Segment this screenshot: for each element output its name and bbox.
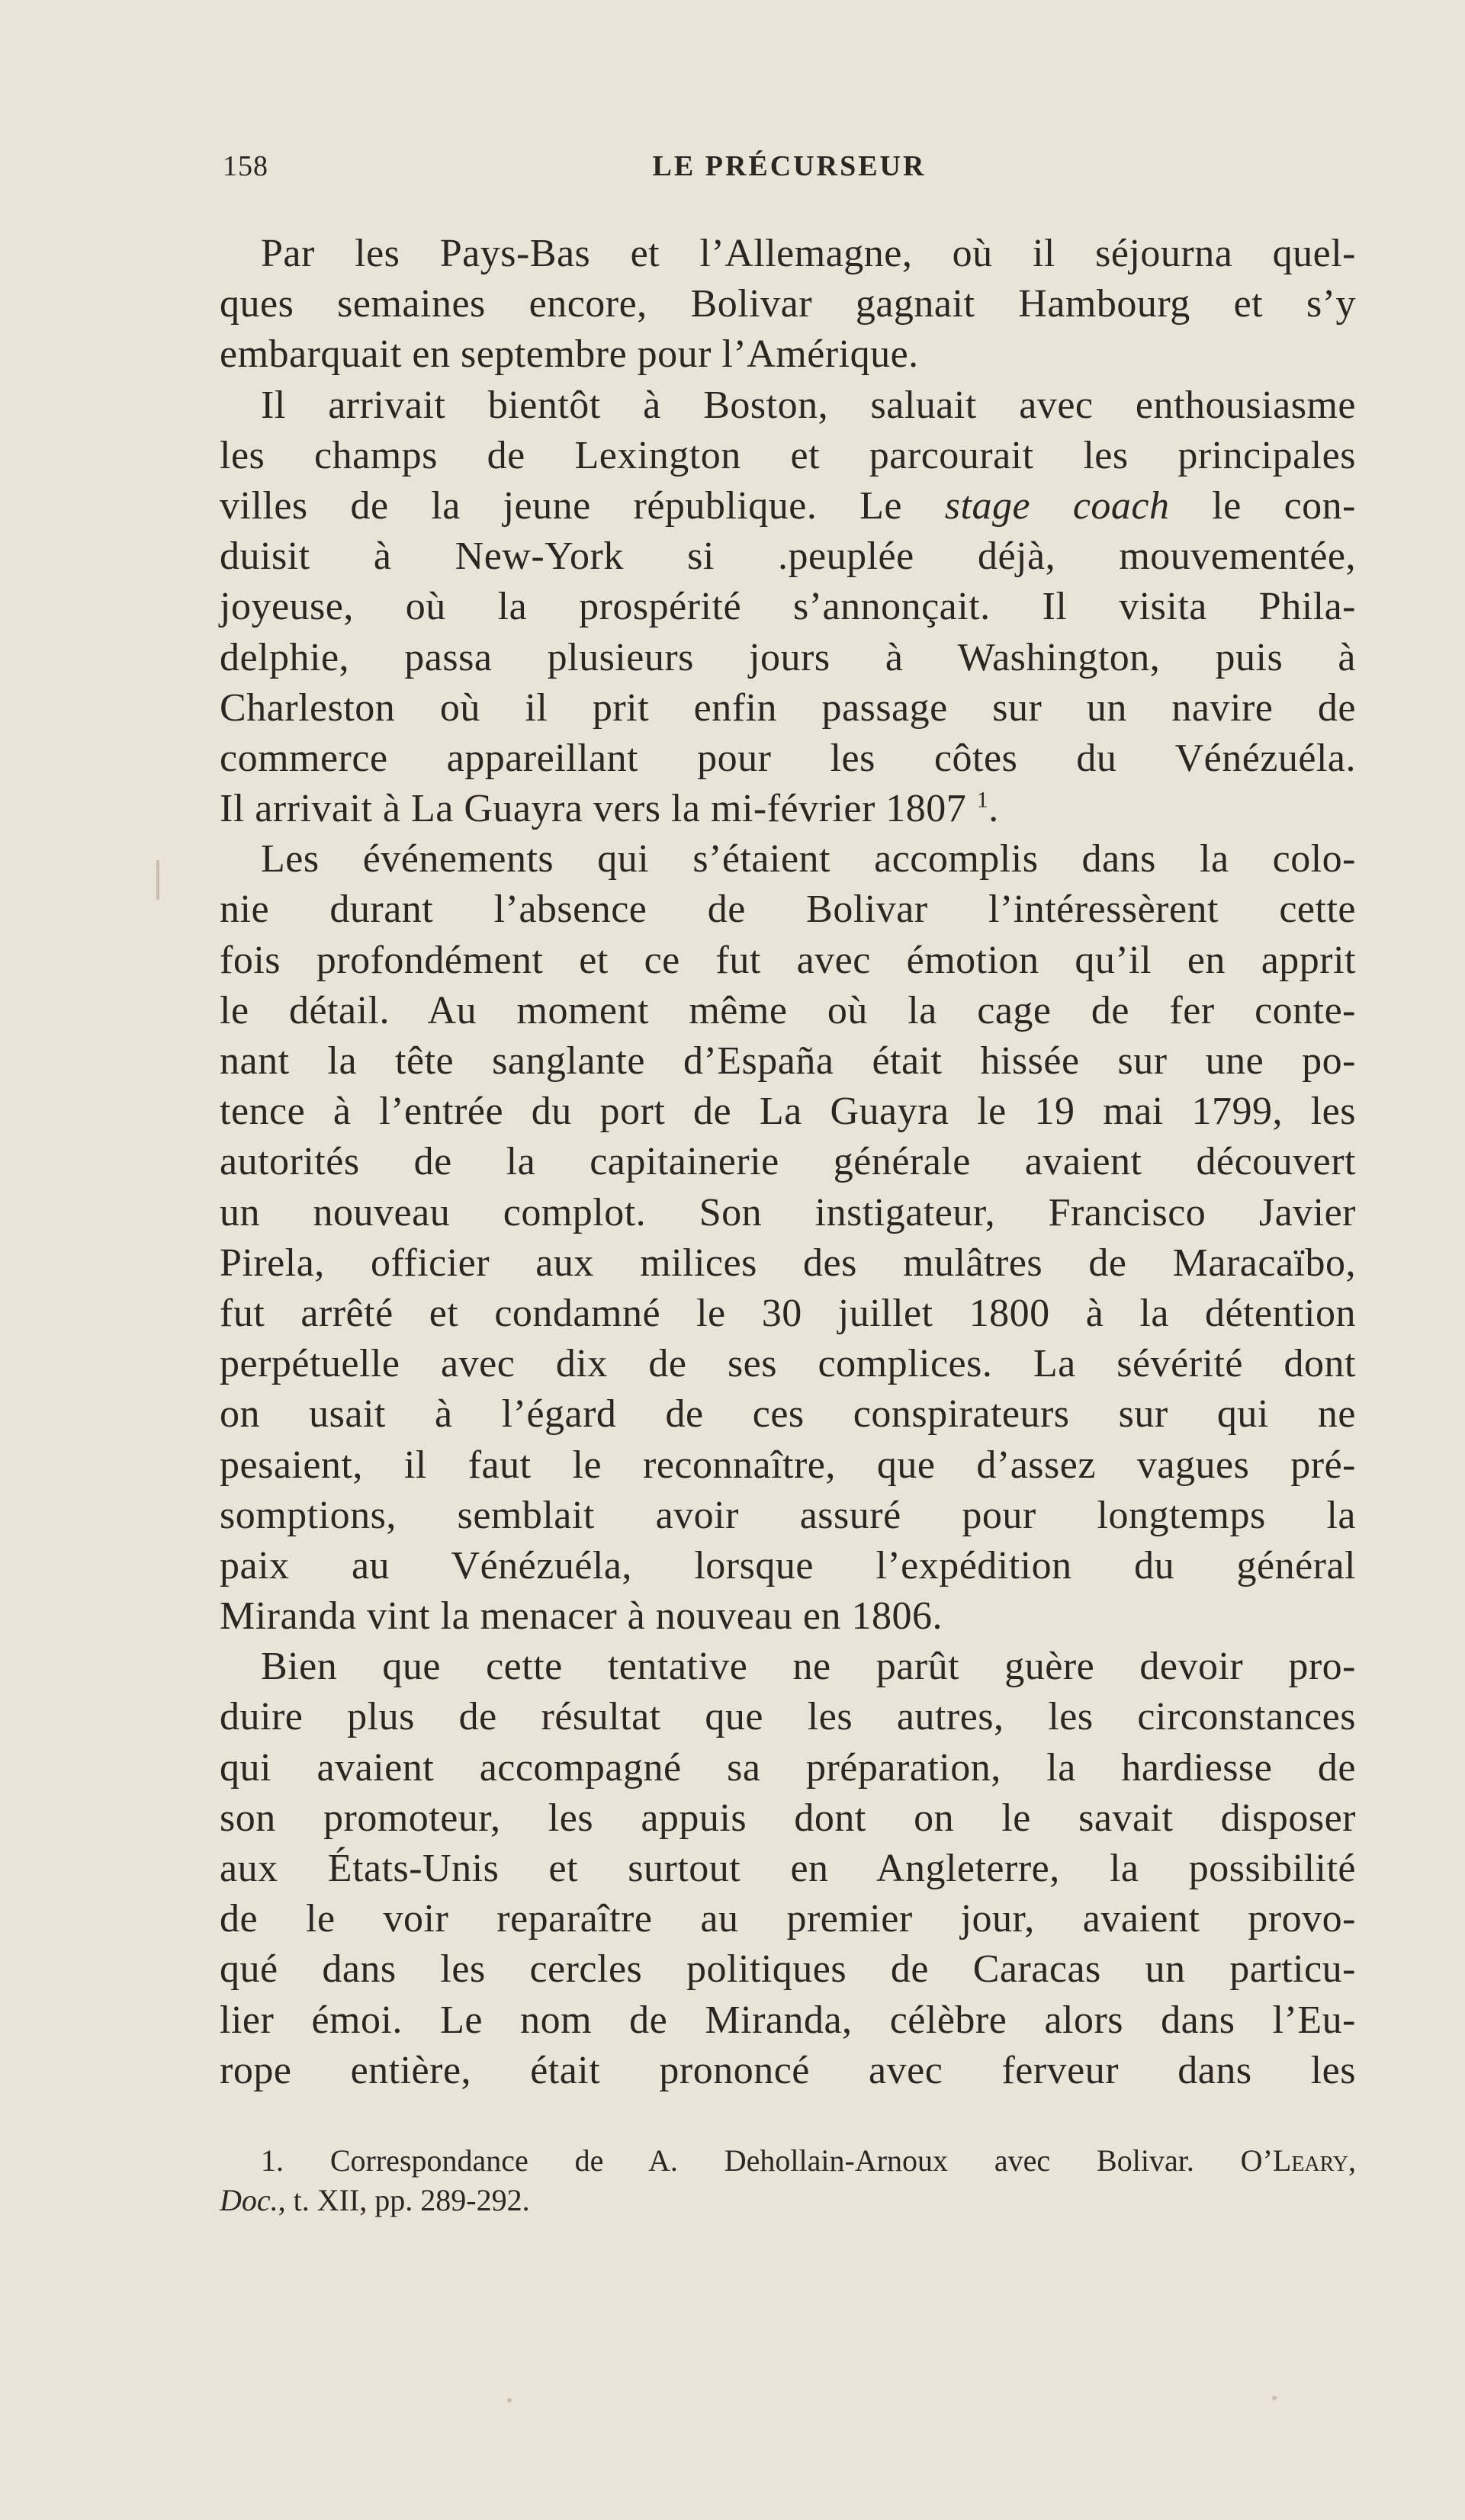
text-line [220,481,1356,531]
text-segment: . [988,787,999,831]
text-line: duire plus de résultat que les autres, les circonstances [220,1695,1356,1739]
footnotes [220,2141,1356,2220]
footnote-text: , [1348,2143,1356,2178]
text-line: on usait à l’égard de ces conspirateurs sur qui ne [220,1392,1356,1437]
text-line: somptions, semblait avoir assuré pour longtemps la [220,1493,1356,1537]
text-line: ques semaines encore, Bolivar gagnait Hambourg et s’y [220,282,1356,326]
running-title: LE PRÉCURSEUR [652,150,927,182]
footnote-author: Leary [1272,2143,1348,2178]
text-segment: le con- [1169,483,1356,528]
text-line [220,784,1356,834]
text-line: duisit à New-York si .peuplée déjà, mouvementée, [220,534,1356,579]
text-line: Il arrivait bientôt à Boston, saluait avec enthousiasme [261,383,1356,427]
text-line: Les événements qui s’étaient accomplis dans la colo- [261,837,1356,881]
text-line: les champs de Lexington et parcourait les principales [220,433,1356,477]
footnote-italic: Doc. [220,2183,278,2217]
text-segment: Il arrivait à La Guayra vers la mi-février 1807 [220,787,977,831]
text-line: paix au Vénézuéla, lorsque l’expédition du général [220,1543,1356,1587]
text-line: le détail. Au moment même où la cage de fer conte- [220,988,1356,1032]
paper-speck [1272,2396,1277,2400]
text-line: tence à l’entrée du port de La Guayra le 19 mai 1799, les [220,1090,1356,1134]
text-line: qui avaient accompagné sa préparation, la hardiesse de [220,1745,1356,1790]
text-line: delphie, passa plusieurs jours à Washington, puis à [220,635,1356,679]
running-head [223,149,1356,195]
text-line: de le voir reparaître au premier jour, avaient provo- [220,1897,1356,1941]
footnote-line [220,2141,1356,2181]
text-line: Charleston où il prit enfin passage sur un navire de [220,685,1356,730]
text-line: Miranda vint la menacer à nouveau en 1806. [220,1594,943,1639]
text-line: Pirela, officier aux milices des mulâtres de Maracaïbo, [220,1241,1356,1285]
text-line: fois profondément et ce fut avec émotion qu’il en apprit [220,938,1356,982]
text-line: nie durant l’absence de Bolivar l’intéressèrent cette [220,888,1356,932]
text-line: qué dans les cercles politiques de Caracas un particu- [220,1947,1356,1992]
text-line: aux États-Unis et surtout en Angleterre, la possibilité [220,1847,1356,1890]
text-line: son promoteur, les appuis dont on le savait disposer [220,1796,1356,1840]
page-number: 158 [223,150,268,182]
text-line: Par les Pays-Bas et l’Allemagne, où il séjourna quel- [261,232,1356,275]
body-text [220,229,1356,2096]
italic-term: stage coach [944,483,1170,528]
footnote-marker[interactable]: 1 [976,787,989,813]
text-line: nant la tête sanglante d’España était hissée sur une po- [220,1039,1356,1083]
text-line: joyeuse, où la prospérité s’annonçait. Il visita Phila- [220,585,1356,629]
paper-speck [156,860,159,900]
text-segment: villes de la jeune république. Le [220,483,945,528]
footnote-text: 1. Correspondance de A. Dehollain-Arnoux avec Bolivar. O’ [261,2143,1273,2178]
text-line: embarquait en septembre pour l’Amérique. [220,332,919,377]
paper-speck [507,2398,512,2403]
text-line: autorités de la capitainerie générale avaient découvert [220,1140,1356,1184]
text-line: lier émoi. Le nom de Miranda, célèbre alors dans l’Eu- [220,1998,1356,2042]
text-line: fut arrêté et condamné le 30 juillet 1800 à la détention [220,1291,1356,1335]
text-line: un nouveau complot. Son instigateur, Francisco Javier [220,1190,1356,1234]
text-line: rope entière, était prononcé avec ferveur dans les [220,2048,1356,2092]
footnote-text: , t. XII, pp. 289-292. [278,2183,530,2217]
text-line: pesaient, il faut le reconnaître, que d’assez vagues pré- [220,1443,1356,1487]
text-line: Bien que cette tentative ne parût guère devoir pro- [261,1645,1356,1689]
text-line: perpétuelle avec dix de ses complices. La sévérité dont [220,1342,1356,1386]
footnote-line [220,2181,1356,2220]
text-line: commerce appareillant pour les côtes du Vénézuéla. [220,736,1356,780]
